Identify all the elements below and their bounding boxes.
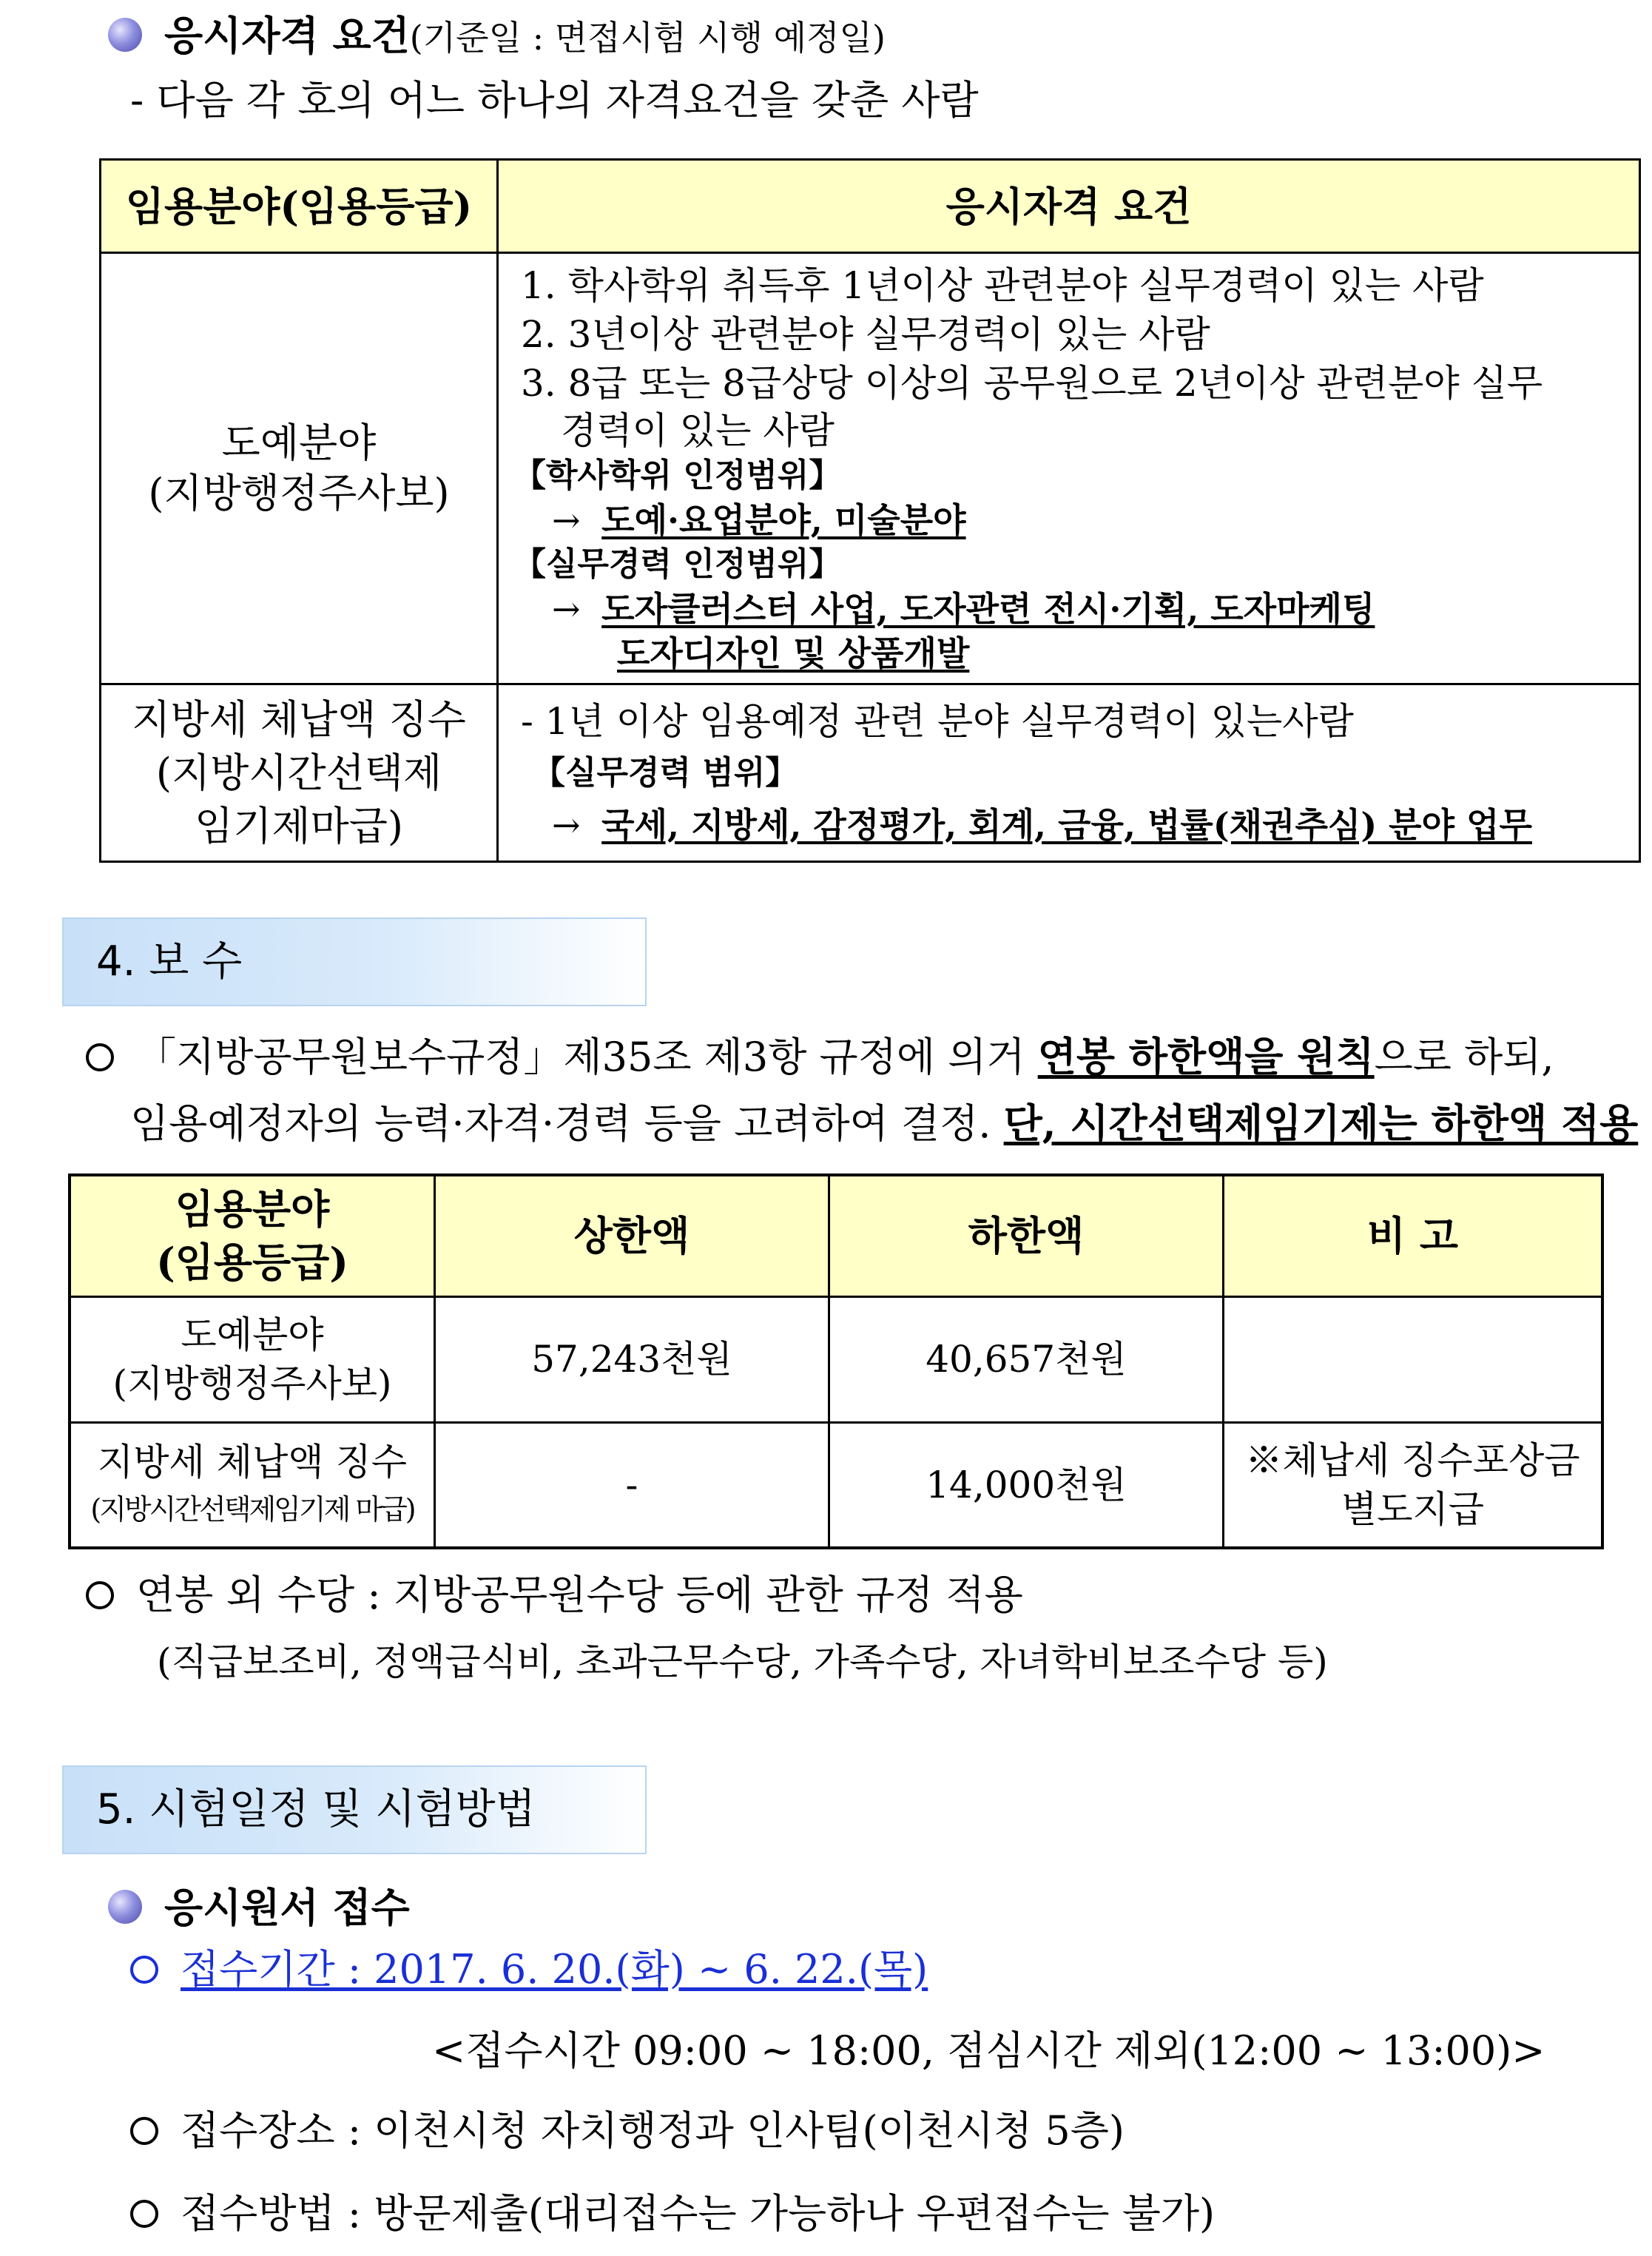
qual-row1-exp-line (521, 587, 1639, 631)
qual-col-req-header: 응시자격 요건 (498, 160, 1640, 253)
bullet-ball-icon (108, 1890, 142, 1924)
salary-h-upper: 상한액 (435, 1175, 829, 1296)
salary-r2-upper: - (435, 1422, 829, 1548)
salary-h-lower: 하한액 (829, 1175, 1224, 1296)
qual-row1-item3-line2: 경력이 있는 사람 (561, 409, 835, 452)
qual-row2-field-line3: 임기제마급) (195, 802, 403, 849)
application-method-text: 접수방법 : 방문제출(대리접수는 가능하나 우편접수는 불가) (181, 2190, 1216, 2237)
qual-row1-degree-title: 【학사학위 인정범위】 (513, 457, 842, 494)
qualification-heading-text: 응시자격 요건 (164, 12, 410, 59)
qual-row2-exp-line (521, 798, 1639, 852)
qualification-intro: - 다음 각 호의 어느 하나의 자격요건을 갖춘 사람 (130, 77, 979, 124)
section5-bar (62, 1765, 647, 1854)
qual-row1-field-line2: (지방행정주사보) (148, 470, 450, 516)
salary-r1-field-line1: 도예분야 (181, 1313, 324, 1356)
qual-row2-req-line1: - 1년 이상 임용예정 관련 분야 실무경력이 있는사람 (521, 699, 1354, 743)
qual-row1-item3-line1: 3. 8급 또는 8급상당 이상의 공무원으로 2년이상 관련분야 실무 (521, 362, 1543, 405)
allowance-line2: (직급보조비, 정액급식비, 초과근무수당, 가족수당, 자녀학비보조수당 등) (157, 1640, 1328, 1683)
salary-para2-emph: 단, 시간선택제임기제는 하한액 적용 (1003, 1100, 1639, 1147)
salary-r1-note (1224, 1296, 1603, 1422)
application-hours: <접수시간 09:00 ~ 18:00, 점심시간 제외(12:00 ~ 13:00)> (432, 2027, 1545, 2074)
qual-row2-exp-value: 국세, 지방세, 감정평가, 회계, 금융, 법률(채권추심) 분야 업무 (601, 804, 1532, 845)
salary-r2-field-line2: (지방시간선택제임기제 마급) (90, 1492, 414, 1526)
salary-h-field-line2: (임용등급) (156, 1239, 348, 1287)
qual-row1-field (101, 253, 498, 684)
salary-h-field (70, 1175, 435, 1296)
qual-row1-exp-value2: 도자디자인 및 상품개발 (617, 633, 970, 673)
qual-row1-exp-title: 【실무경력 인정범위】 (513, 545, 842, 583)
qual-row1-degree-line (521, 498, 1639, 542)
qual-row2-req (498, 684, 1640, 862)
arrow-right-icon: → (552, 804, 581, 845)
salary-r2-field-line1: 지방세 체납액 징수 (97, 1440, 408, 1484)
qual-row2-field-line2: (지방시간선택제 (155, 749, 442, 796)
salary-r2-note-line1: ※체납세 징수포상금 (1245, 1438, 1580, 1482)
allowance-line1 (86, 1570, 1023, 1620)
application-heading: 응시원서 접수 (164, 1884, 410, 1931)
section4-bar (62, 917, 647, 1006)
qual-row1-degree-value: 도예·요업분야, 미술분야 (601, 500, 966, 540)
salary-h-field-line1: 임용분야 (175, 1185, 330, 1233)
circle-bullet-icon (130, 2117, 158, 2145)
section4-title: 4. 보 수 (96, 937, 243, 986)
salary-r2-field (70, 1422, 435, 1548)
application-place (130, 2106, 1125, 2156)
qual-row1-req (498, 253, 1640, 684)
salary-r2-note (1224, 1422, 1603, 1548)
application-period-text: 접수기간 : 2017. 6. 20.(화) ~ 6. 22.(목) (181, 1946, 928, 1993)
qualification-heading (164, 10, 886, 63)
qualification-table (99, 158, 1641, 863)
qual-row2-field-line1: 지방세 체납액 징수 (132, 696, 466, 743)
salary-table (68, 1174, 1604, 1549)
salary-r1-field-line2: (지방행정주사보) (112, 1362, 392, 1405)
salary-r2-lower: 14,000천원 (829, 1422, 1224, 1548)
salary-para1-pre: 「지방공무원보수규정」제35조 제3항 규정에 의거 (136, 1034, 1038, 1080)
qual-row2-field (101, 684, 498, 862)
qual-row2-exp-title: 【실무경력 범위】 (533, 753, 798, 792)
salary-para2-pre: 임용예정자의 능력·자격·경력 등을 고려하여 결정. (130, 1100, 1004, 1147)
application-period (130, 1944, 928, 1995)
salary-h-note: 비 고 (1224, 1175, 1603, 1296)
qual-row1-item1: 1. 학사학위 취득후 1년이상 관련분야 실무경력이 있는 사람 (521, 264, 1484, 307)
qual-row1-field-line1: 도예분야 (221, 420, 377, 466)
circle-bullet-icon (130, 1956, 158, 1984)
application-place-text: 접수장소 : 이천시청 자치행정과 인사팀(이천시청 5층) (181, 2107, 1125, 2154)
circle-bullet-icon (130, 2200, 158, 2228)
salary-para1-emph: 연봉 하한액을 원칙 (1037, 1033, 1375, 1080)
circle-bullet-icon (86, 1043, 114, 1071)
qual-row1-item2: 2. 3년이상 관련분야 실무경력이 있는 사람 (521, 313, 1210, 356)
allowance-text: 연봉 외 수당 : 지방공무원수당 등에 관한 규정 적용 (136, 1572, 1023, 1618)
application-method (130, 2189, 1215, 2239)
salary-r1-lower: 40,657천원 (829, 1296, 1224, 1422)
arrow-right-icon: → (552, 589, 581, 629)
qual-col-field-header: 임용분야(임용등급) (101, 160, 498, 253)
salary-r1-field (70, 1296, 435, 1422)
section5-title: 5. 시험일정 및 시험방법 (96, 1785, 536, 1834)
qual-row1-exp-value1: 도자클러스터 사업, 도자관련 전시·기획, 도자마케팅 (601, 589, 1375, 629)
salary-para1-post: 으로 하되, (1374, 1034, 1554, 1080)
qualification-heading-note: (기준일 : 면접시험 시행 예정일) (409, 18, 886, 58)
salary-para2 (130, 1098, 1638, 1149)
circle-bullet-icon (86, 1581, 114, 1609)
bullet-ball-icon (108, 18, 142, 52)
salary-para1 (86, 1031, 1554, 1082)
arrow-right-icon: → (552, 500, 581, 540)
salary-r2-note-line2: 별도지급 (1341, 1487, 1485, 1531)
salary-r1-upper: 57,243천원 (435, 1296, 829, 1422)
